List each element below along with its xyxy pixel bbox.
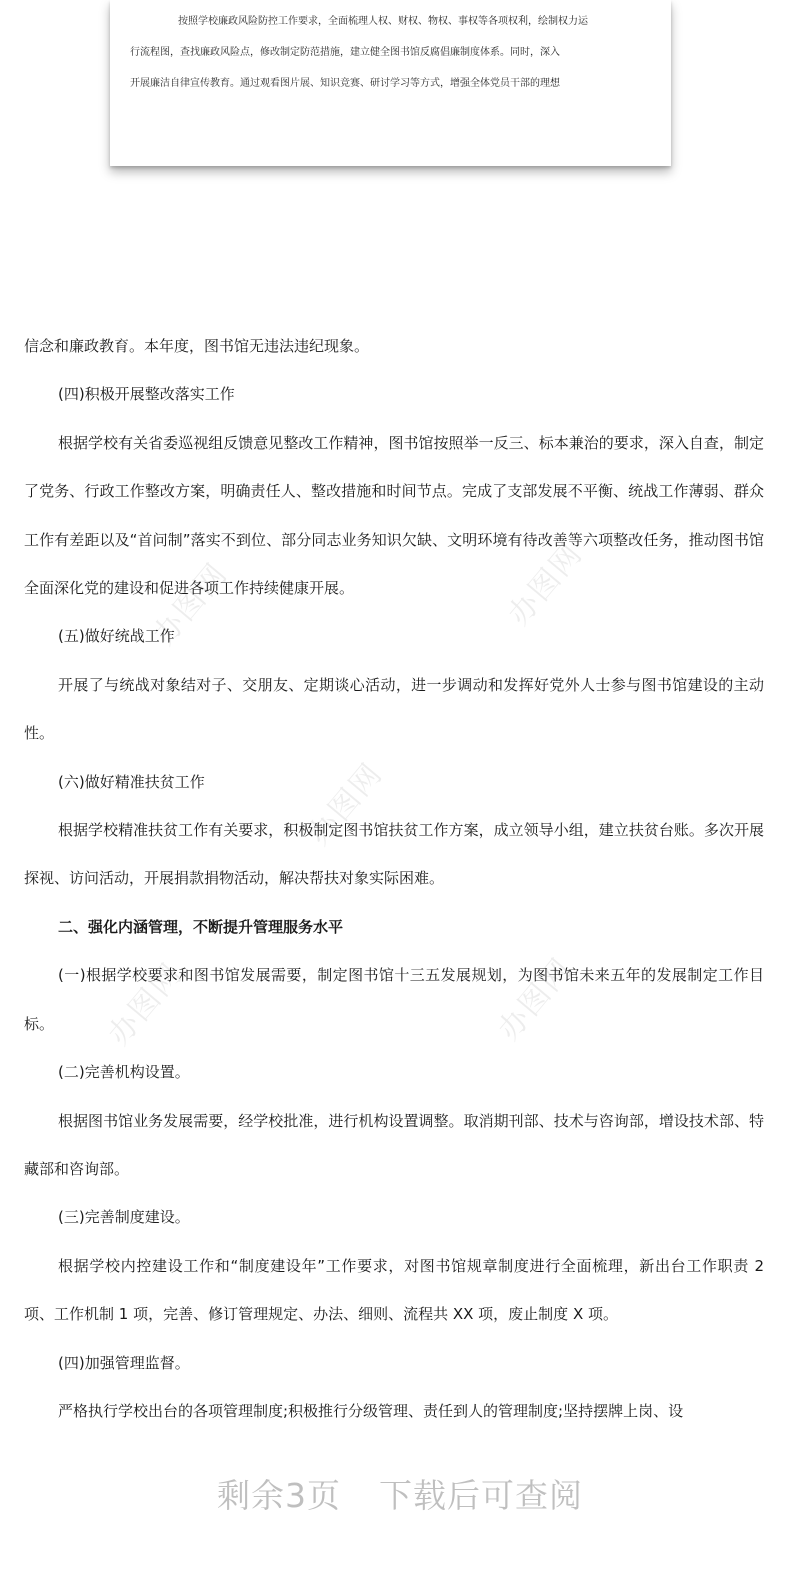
paragraph: (一)根据学校要求和图书馆发展需要，制定图书馆十三五发展规划，为图书馆未来五年的发展制定工作目标。 [24, 966, 764, 1033]
watermark: 办图网 [501, 536, 590, 633]
chapter-heading: 二、强化内涵管理，不断提升管理服务水平 [58, 917, 344, 936]
watermark: 办图网 [101, 956, 190, 1053]
section-heading: (五)做好统战工作 [58, 627, 175, 646]
card-text-line: 行流程图，查找廉政风险点，修改制定防范措施，建立健全图书馆反腐倡廉制度体系。同时，深入 [130, 47, 560, 58]
section-heading: (六)做好精准扶贫工作 [58, 772, 205, 791]
watermark: 办图网 [491, 951, 580, 1048]
section-heading: (四)加强管理监督。 [58, 1353, 190, 1372]
download-to-view-label: 下载后可查阅 [379, 1476, 583, 1515]
preview-page-card [110, 0, 671, 166]
remaining-pages-label: 剩余3页 [217, 1476, 341, 1515]
paragraph: 根据学校内控建设工作和“制度建设年”工作要求，对图书馆规章制度进行全面梳理，新出台工作职责 2 项、工作机制 1 项，完善、修订管理规定、办法、细则、流程共 XX 项，废止制度 X 项。 [24, 1256, 764, 1324]
section-heading: (三)完善制度建设。 [58, 1208, 190, 1227]
paragraph: 严格执行学校出台的各项管理制度;积极推行分级管理、责任到人的管理制度;坚持摆牌上岗、设 [58, 1401, 684, 1420]
paragraph: 信念和廉政教育。本年度，图书馆无违法违纪现象。 [24, 337, 370, 355]
paragraph: 根据学校精准扶贫工作有关要求，积极制定图书馆扶贫工作方案，成立领导小组，建立扶贫台账。多次开展探视、访问活动，开展捐款捐物活动，解决帮扶对象实际困难。 [24, 821, 764, 888]
card-text-line: 按照学校廉政风险防控工作要求，全面梳理人权、财权、物权、事权等各项权利，绘制权力运 [178, 16, 588, 27]
remaining-pages-notice[interactable] [0, 1470, 800, 1517]
watermark: 办图网 [301, 756, 390, 853]
card-text-line: 开展廉洁自律宣传教育。通过观看图片展、知识竞赛、研讨学习等方式，增强全体党员干部的理想 [130, 78, 560, 89]
watermark: 办图网 [146, 556, 235, 653]
paragraph: 开展了与统战对象结对子、交朋友、定期谈心活动，进一步调动和发挥好党外人士参与图书馆建设的主动性。 [24, 675, 764, 743]
paragraph: 根据图书馆业务发展需要，经学校批准，进行机构设置调整。取消期刊部、技术与咨询部，增设技术部、特藏部和咨询部。 [24, 1111, 764, 1178]
paragraph: 根据学校有关省委巡视组反馈意见整改工作精神，图书馆按照举一反三、标本兼治的要求，深入自查，制定了党务、行政工作整改方案，明确责任人、整改措施和时间节点。完成了支部发展不平衡、统战工作薄弱、群众工作有差距以及“首问制”落实不到位、部分同志业务知识欠缺、文明环境有待改善等六项整改任务，推动图书馆全面深化党的建设和促进各项工作持续健康开展。 [24, 433, 764, 598]
document-body [24, 322, 764, 1435]
section-heading: (四)积极开展整改落实工作 [58, 385, 235, 404]
section-heading: (二)完善机构设置。 [58, 1063, 190, 1082]
